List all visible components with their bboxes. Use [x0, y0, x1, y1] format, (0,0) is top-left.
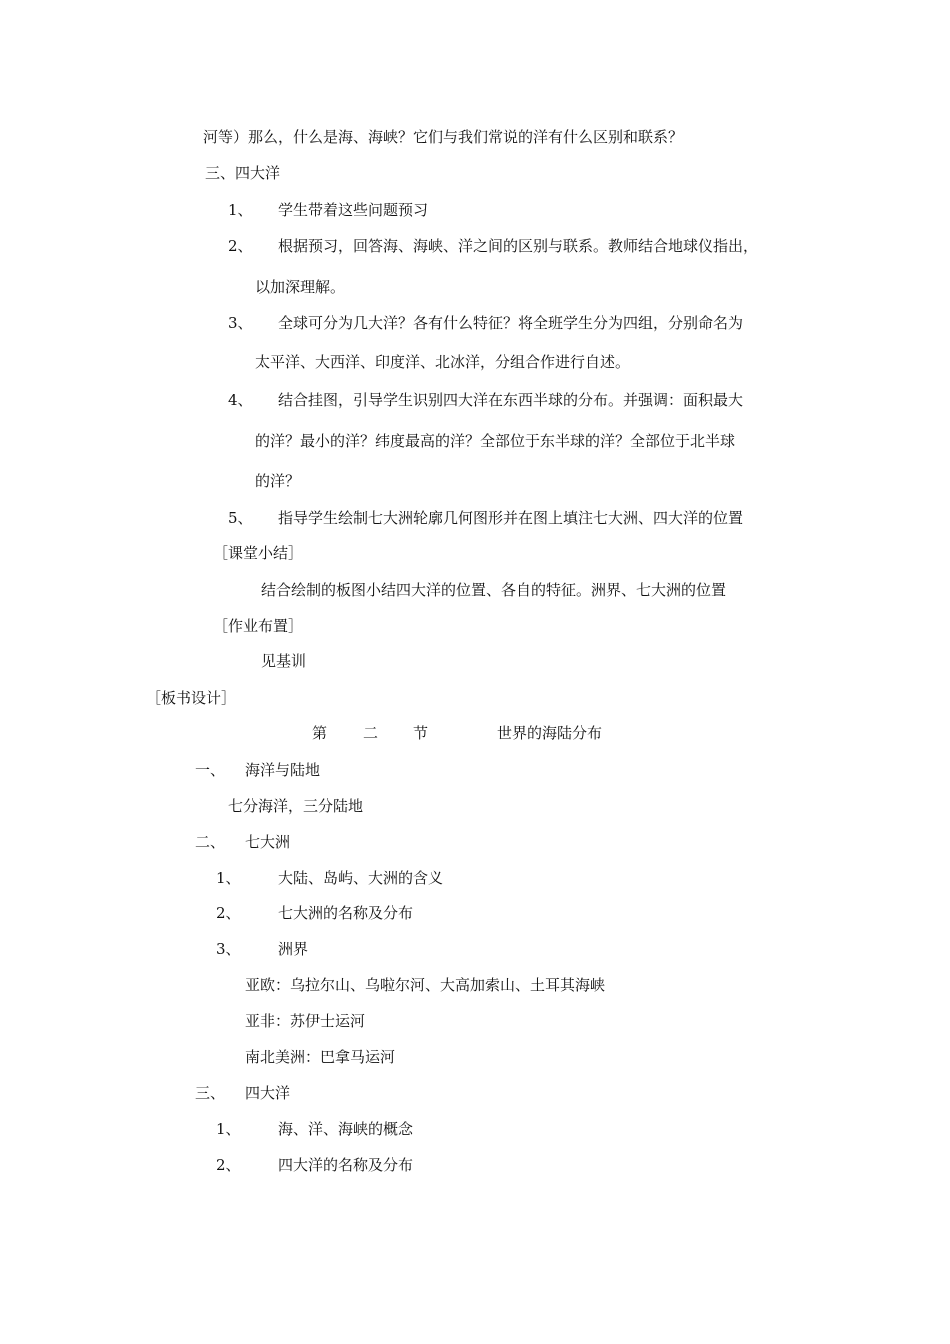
part2-item-2-number: 2、: [216, 904, 241, 922]
part3-item-1-text: 海、洋、海峡的概念: [278, 1120, 414, 1138]
summary-text: 结合绘制的板图小结四大洋的位置、各自的特征。洲界、七大洲的位置: [261, 581, 727, 599]
homework-text: 见基训: [261, 652, 307, 670]
step-4-number: 4、: [228, 391, 253, 409]
board-title-part-4: 世界的海陆分布: [497, 724, 603, 742]
border-asia-africa: 亚非：苏伊士运河: [245, 1012, 366, 1030]
part2-item-3-text: 洲界: [278, 940, 309, 958]
board-heading: ［板书设计］: [146, 689, 237, 707]
section3-heading: 三、四大洋: [205, 164, 281, 182]
step-5-text: 指导学生绘制七大洲轮廓几何图形并在图上填注七大洲、四大洋的位置: [278, 509, 744, 527]
part3-label: 四大洋: [245, 1084, 291, 1102]
part3-item-2-text: 四大洋的名称及分布: [278, 1156, 414, 1174]
part3-item-1-number: 1、: [216, 1120, 241, 1138]
part2-label: 七大洲: [245, 833, 291, 851]
part3-number: 三、: [195, 1084, 226, 1102]
homework-heading: ［作业布置］: [213, 617, 304, 635]
board-title-part-3: 节: [413, 724, 429, 742]
step-3-text-line2: 太平洋、大西洋、印度洋、北冰洋，分组合作进行自述。: [255, 353, 631, 371]
step-4-text-line1: 结合挂图，引导学生识别四大洋在东西半球的分布。并强调：面积最大: [278, 391, 744, 409]
part2-item-1-number: 1、: [216, 869, 241, 887]
step-4-text-line2: 的洋？最小的洋？纬度最高的洋？全部位于东半球的洋？全部位于北半球: [255, 432, 736, 450]
step-1-number: 1、: [228, 201, 253, 219]
intro-tail-text: 河等）那么，什么是海、海峡？它们与我们常说的洋有什么区别和联系？: [203, 128, 684, 146]
part2-item-1-text: 大陆、岛屿、大洲的含义: [278, 869, 444, 887]
step-2-text-line1: 根据预习，回答海、海峡、洋之间的区别与联系。教师结合地球仪指出，: [278, 237, 759, 255]
part1-detail: 七分海洋，三分陆地: [228, 797, 364, 815]
summary-heading: ［课堂小结］: [213, 544, 304, 562]
border-asia-europe: 亚欧：乌拉尔山、乌啦尔河、大高加索山、土耳其海峡: [245, 976, 606, 994]
step-3-number: 3、: [228, 314, 253, 332]
board-title-part-1: 第: [312, 724, 328, 742]
step-3-text-line1: 全球可分为几大洋？各有什么特征？将全班学生分为四组，分别命名为: [278, 314, 744, 332]
part1-number: 一、: [195, 761, 226, 779]
board-title-part-2: 二: [363, 724, 379, 742]
step-4-text-line3: 的洋？: [255, 472, 301, 490]
part1-label: 海洋与陆地: [245, 761, 321, 779]
part2-item-3-number: 3、: [216, 940, 241, 958]
step-2-text-line2: 以加深理解。: [255, 278, 346, 296]
part2-number: 二、: [195, 833, 226, 851]
step-1-text: 学生带着这些问题预习: [278, 201, 429, 219]
border-americas: 南北美洲：巴拿马运河: [245, 1048, 396, 1066]
step-2-number: 2、: [228, 237, 253, 255]
step-5-number: 5、: [228, 509, 253, 527]
part2-item-2-text: 七大洲的名称及分布: [278, 904, 414, 922]
part3-item-2-number: 2、: [216, 1156, 241, 1174]
